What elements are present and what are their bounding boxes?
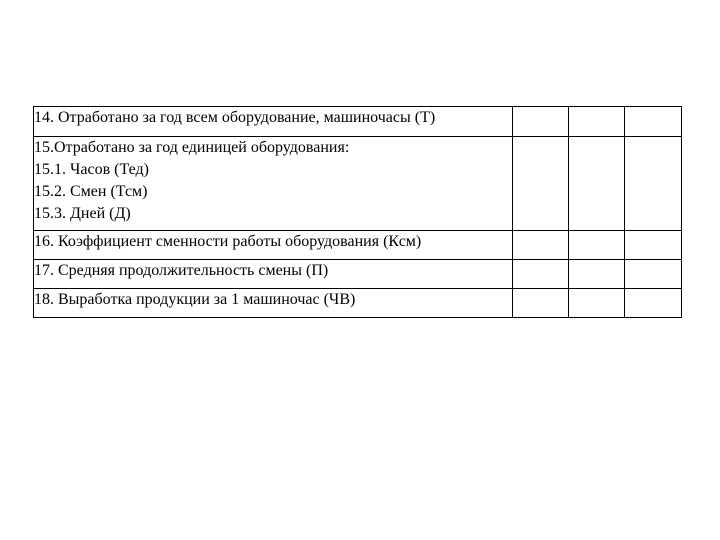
table-row [34, 107, 682, 137]
table-row [34, 231, 682, 260]
value-cell [569, 137, 625, 231]
row-label-text: 15.1. Часов (Тед) [34, 161, 150, 178]
value-cell [513, 107, 569, 137]
row-label-cell [34, 260, 513, 289]
row-label-cell [34, 289, 513, 318]
value-cell [625, 289, 682, 318]
table-row [34, 137, 682, 231]
row-label-cell [34, 137, 513, 231]
row-label-text: 15.3. Дней (Д) [34, 205, 131, 222]
row-label-text: 15.Отработано за год единицей оборудования: [34, 139, 350, 156]
value-cell [513, 231, 569, 260]
value-cell [569, 289, 625, 318]
value-cell [569, 107, 625, 137]
row-label-text: 18. Выработка продукции за 1 машиночас (ЧВ) [34, 291, 356, 308]
value-cell [625, 231, 682, 260]
row-label-cell [34, 231, 513, 260]
value-cell [513, 260, 569, 289]
row-label-text: 17. Средняя продолжительность смены (П) [34, 262, 329, 279]
value-cell [513, 137, 569, 231]
value-cell [625, 137, 682, 231]
row-label-text: 15.2. Смен (Тсм) [34, 183, 148, 200]
value-cell [625, 107, 682, 137]
indicators-table [33, 106, 682, 318]
table-row [34, 289, 682, 318]
row-label-text: 14. Отработано за год всем оборудование, машиночасы (Т) [34, 109, 436, 126]
row-label-text: 16. Коэффициент сменности работы оборудования (Ксм) [34, 233, 422, 250]
value-cell [569, 231, 625, 260]
row-label-cell [34, 107, 513, 137]
value-cell [513, 289, 569, 318]
value-cell [625, 260, 682, 289]
value-cell [569, 260, 625, 289]
table-row [34, 260, 682, 289]
